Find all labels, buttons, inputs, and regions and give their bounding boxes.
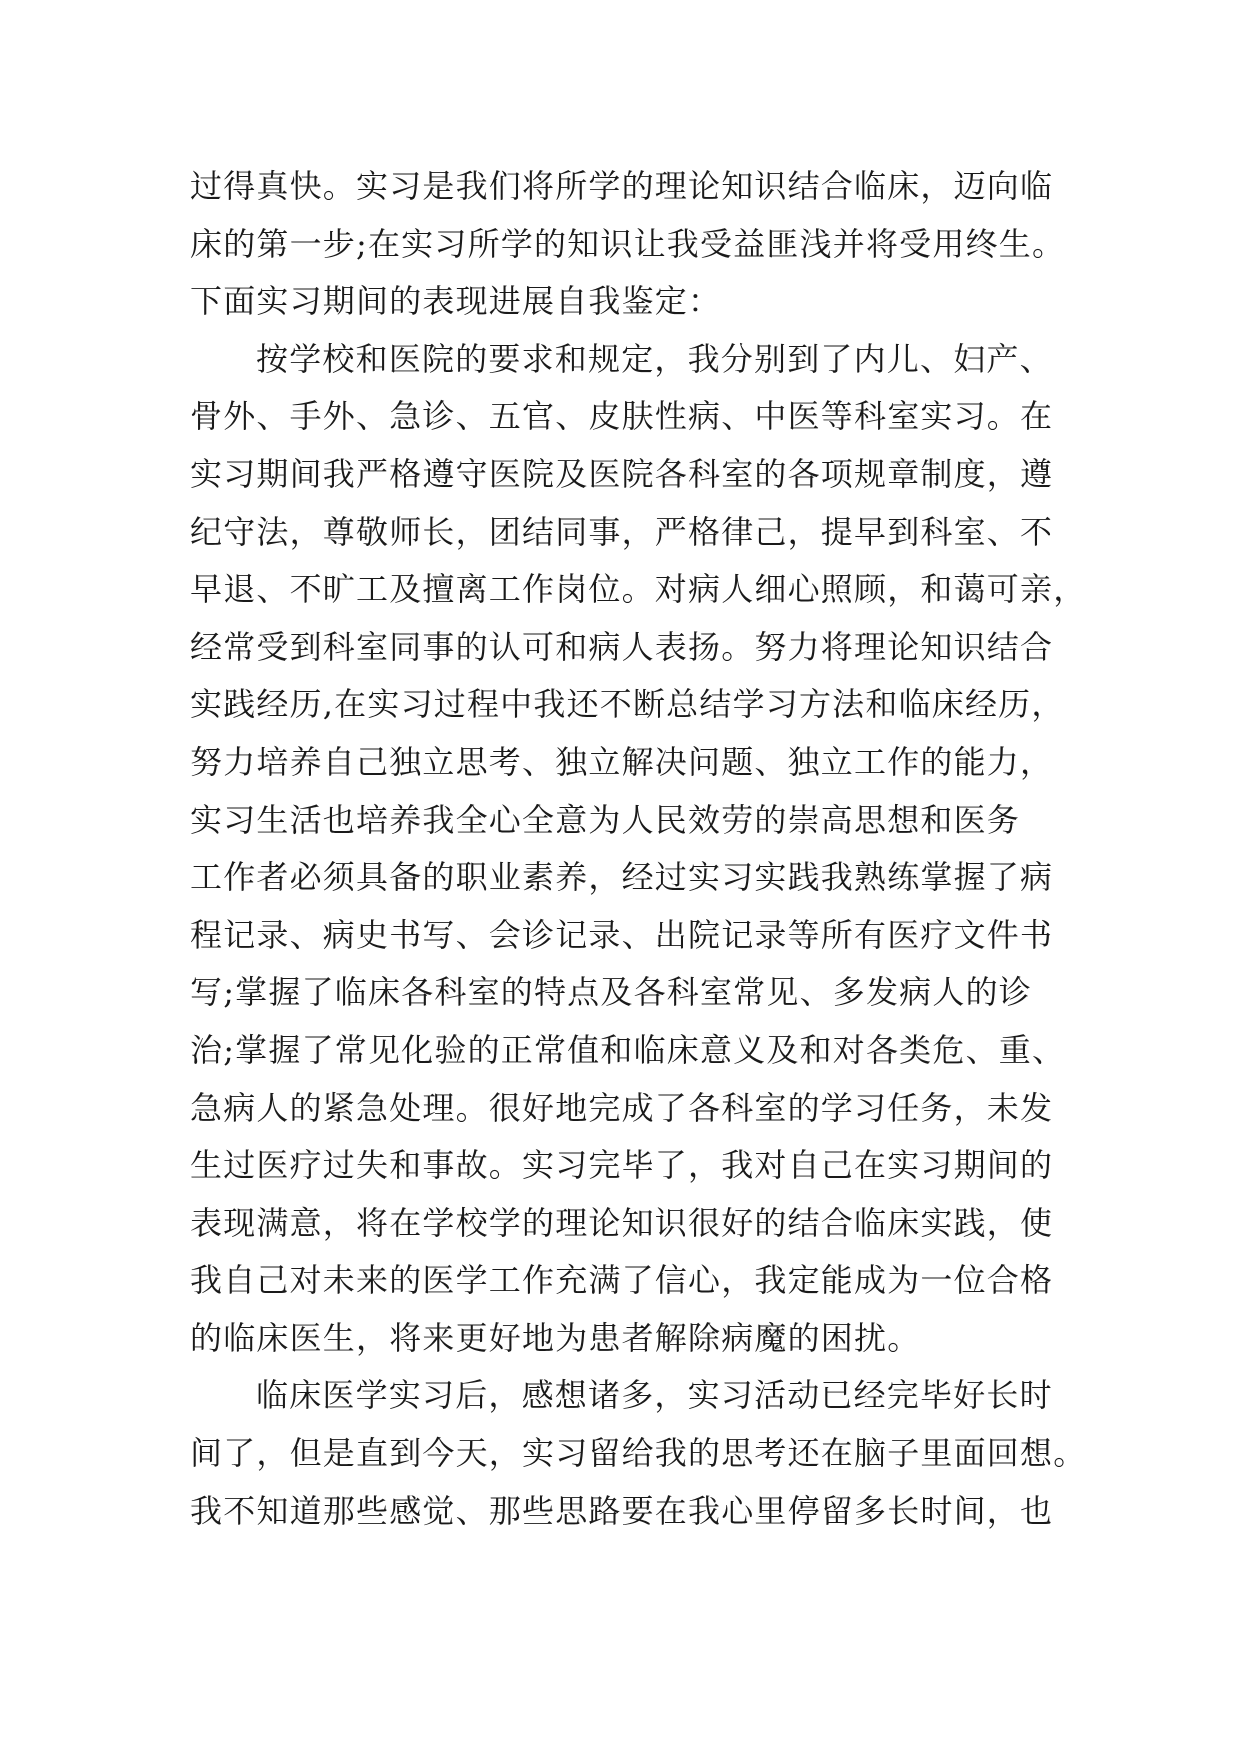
text-line: 过得真快。实习是我们将所学的理论知识结合临床，迈向临: [190, 167, 1054, 205]
text-line: 实习生活也培养我全心全意为人民效劳的崇高思想和医务: [190, 800, 1021, 839]
text-line: 纪守法，尊敬师长，团结同事，严格律己，提早到科室、不: [190, 512, 1054, 551]
text-line: 早退、不旷工及擅离工作岗位。对病人细心照顾，和蔼可亲，: [190, 570, 1087, 609]
text-line: 我自己对未来的医学工作充满了信心，我定能成为一位合格: [190, 1261, 1054, 1300]
text-line: 治;掌握了常见化验的正常值和临床意义及和对各类危、重、: [190, 1030, 1066, 1069]
text-line: 床的第一步;在实习所学的知识让我受益匪浅并将受用终生。: [190, 224, 1066, 263]
text-line: 急病人的紧急处理。很好地完成了各科室的学习任务，未发: [190, 1088, 1054, 1127]
text-line: 生过医疗过失和事故。实习完毕了，我对自己在实习期间的: [190, 1146, 1054, 1185]
paragraph-start-line: 按学校和医院的要求和规定，我分别到了内儿、妇产、: [256, 339, 1053, 378]
text-line: 工作者必须具备的职业素养，经过实习实践我熟练掌握了病: [190, 858, 1054, 897]
text-line: 实践经历,在实习过程中我还不断总结学习方法和临床经历，: [190, 685, 1065, 724]
text-line: 下面实习期间的表现进展自我鉴定：: [190, 282, 722, 321]
text-line: 努力培养自己独立思考、独立解决问题、独立工作的能力，: [190, 742, 1054, 781]
text-line: 间了，但是直到今天，实习留给我的思考还在脑子里面回想。: [190, 1434, 1087, 1473]
text-line: 表现满意，将在学校学的理论知识很好的结合临床实践，使: [190, 1203, 1054, 1242]
paragraph-start-line: 临床医学实习后，感想诸多，实习活动已经完毕好长时: [256, 1376, 1053, 1415]
text-line: 的临床医生，将来更好地为患者解除病魔的困扰。: [190, 1318, 921, 1357]
text-line: 我不知道那些感觉、那些思路要在我心里停留多长时间，也: [190, 1491, 1054, 1530]
text-line: 实习期间我严格遵守医院及医院各科室的各项规章制度，遵: [190, 454, 1054, 493]
text-line: 写;掌握了临床各科室的特点及各科室常见、多发病人的诊: [190, 973, 1032, 1012]
text-line: 骨外、手外、急诊、五官、皮肤性病、中医等科室实习。在: [190, 397, 1054, 436]
text-line: 程记录、病史书写、会诊记录、出院记录等所有医疗文件书: [190, 915, 1054, 954]
body-text: [190, 158, 1090, 1540]
text-line: 经常受到科室同事的认可和病人表扬。努力将理论知识结合: [190, 627, 1054, 666]
